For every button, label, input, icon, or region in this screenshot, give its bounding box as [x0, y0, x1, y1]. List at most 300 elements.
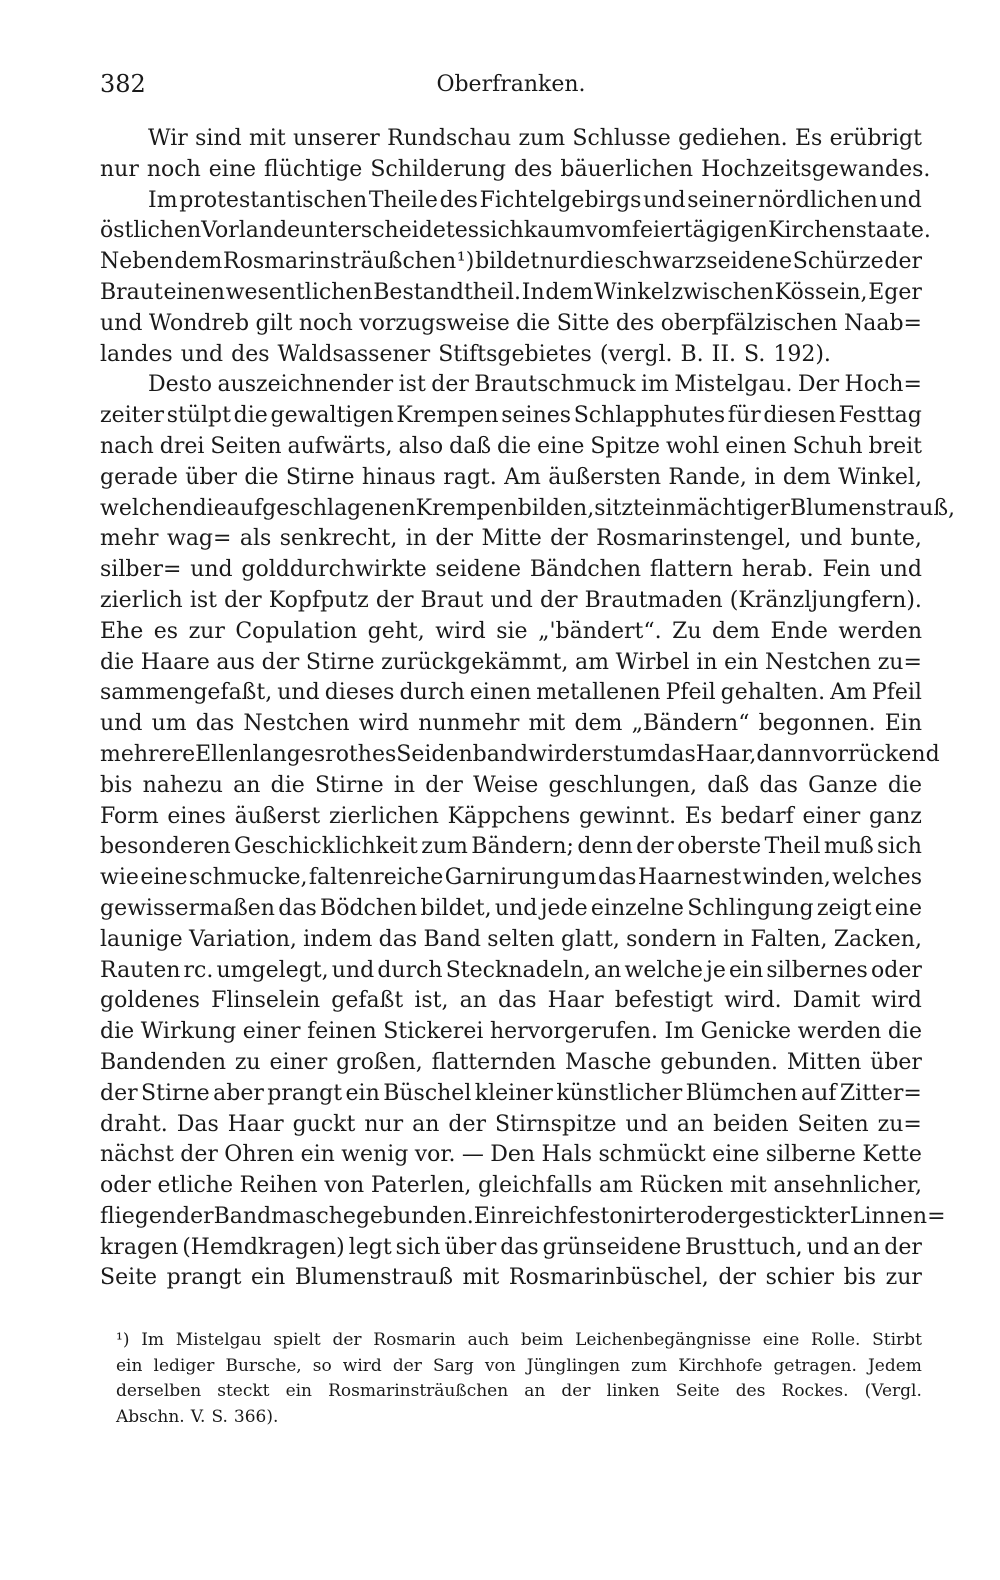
word: zur [188, 618, 225, 644]
word: ein [729, 957, 764, 983]
word: ein [724, 649, 759, 675]
word: der [375, 587, 414, 613]
text-line [100, 709, 922, 740]
word: einen [725, 433, 787, 459]
word: es [153, 618, 179, 644]
word: Geschicklichkeit [234, 834, 418, 860]
word: bis [100, 772, 133, 798]
word: Rolle. [811, 1330, 861, 1351]
word: flüchtige [264, 156, 363, 182]
text-line [100, 956, 922, 987]
word: Sitte [556, 310, 610, 336]
word: der [224, 587, 262, 613]
word: bedarf [720, 803, 794, 829]
word: an [524, 1381, 546, 1402]
word: über [185, 464, 237, 490]
text-line [100, 1202, 946, 1233]
word: Mistelgau [175, 1330, 262, 1351]
word: Linnen= [849, 1203, 946, 1229]
word: besonderen [100, 834, 231, 860]
word: oberste [677, 834, 762, 860]
word: Wir [148, 126, 188, 151]
word: ¹) [456, 249, 475, 275]
word: Rosmarinsträußchen [223, 249, 457, 275]
word: umgelegt, [216, 957, 329, 983]
word: Hoch= [844, 372, 922, 398]
word: Blümchen [685, 1080, 798, 1106]
word: sich [877, 834, 922, 860]
word: der [180, 1142, 218, 1168]
word: (Hemdkragen) [182, 1234, 345, 1260]
text-line [100, 524, 922, 555]
text-line [100, 186, 922, 217]
word: Stickerei [383, 1019, 484, 1045]
word: Käppchens [447, 803, 571, 829]
word: des [615, 310, 655, 336]
word: Wondreb [148, 310, 250, 336]
word: Der [797, 372, 840, 398]
word: mehrere [100, 741, 196, 767]
text-line [100, 1017, 922, 1048]
text-line [100, 1233, 922, 1264]
word: ansehnlicher, [773, 1173, 922, 1199]
word: S. [211, 1406, 228, 1427]
word: und [277, 680, 320, 706]
word: Stirnspitze [495, 1111, 617, 1137]
word: zu= [877, 649, 922, 675]
word: Festtag [838, 403, 922, 429]
word: V. [190, 1406, 206, 1427]
word: Stirne [141, 1080, 210, 1106]
word: Den [490, 1142, 536, 1168]
word: aber [213, 1080, 264, 1106]
word: zeigt [816, 895, 872, 921]
word: auch [467, 1330, 510, 1351]
word: denn [577, 834, 633, 860]
word: Am [830, 680, 867, 706]
word: der [425, 772, 463, 798]
text-line [100, 1140, 922, 1171]
word: an [459, 988, 487, 1014]
word: Stirne [285, 464, 355, 490]
word: Am [504, 464, 541, 490]
word: Pfeil [665, 680, 716, 706]
word: Braut [420, 587, 484, 613]
word: Rockes. [781, 1381, 849, 1402]
word: an [676, 1111, 705, 1137]
word: eine [208, 156, 257, 182]
word: kaum [523, 218, 586, 244]
word: einzelne [590, 895, 684, 921]
text-line [100, 463, 922, 494]
word: Falten, [750, 926, 828, 952]
word: Spitze [590, 433, 660, 459]
word: Bandenden [100, 1049, 226, 1075]
word: einen [469, 680, 532, 706]
word: Sarg [433, 1355, 474, 1376]
word: dem [574, 711, 623, 737]
word: Rauten [100, 957, 181, 983]
word: dem [174, 249, 223, 275]
word: getragen. [773, 1355, 857, 1376]
footnote-line [116, 1379, 922, 1405]
word: das [657, 741, 696, 767]
text-line [100, 124, 922, 155]
word: gleichfalls [478, 1173, 593, 1199]
word: „Bändern“ [631, 711, 750, 737]
word: und [879, 187, 922, 213]
footnote-line [116, 1405, 922, 1431]
word: guckt [292, 1111, 356, 1137]
word: und [190, 557, 233, 583]
word: und [490, 587, 533, 613]
word: Krempen [415, 495, 518, 521]
word: Rosmarinsträußchen [328, 1381, 509, 1402]
text-line [100, 925, 922, 956]
word: 192). [773, 341, 831, 367]
word: der [431, 372, 469, 398]
word: aus [216, 649, 255, 675]
word: der [448, 1111, 487, 1137]
word: Winkel [593, 279, 671, 305]
word: die [100, 1019, 135, 1045]
word: die [516, 310, 551, 336]
word: daß [707, 772, 750, 798]
footnote-marker: ¹) [116, 1330, 130, 1351]
word: Theile [368, 187, 438, 213]
word: Seiten [797, 1111, 869, 1137]
text-line [100, 648, 922, 679]
word: sich [395, 1234, 441, 1260]
word: die [100, 649, 135, 675]
word: ein [300, 1142, 335, 1168]
word: nur [364, 1111, 404, 1137]
word: Kirchenstaate. [767, 218, 931, 244]
word: seines [501, 403, 572, 429]
word: Haar [227, 1111, 284, 1137]
word: Blumenstrauß [294, 1265, 453, 1291]
word: S. [744, 341, 766, 367]
word: je [706, 957, 726, 983]
word: gebunden. [355, 1203, 474, 1229]
word: geschlungen, [548, 772, 698, 798]
word: Winkel, [838, 464, 922, 490]
word: befestigt [614, 988, 714, 1014]
word: daß [449, 433, 492, 459]
word: nächst [100, 1142, 174, 1168]
word: dann [756, 741, 812, 767]
word: Leichenbegängnisse [575, 1330, 752, 1351]
word: Braut [100, 279, 163, 305]
word: und [806, 1234, 850, 1260]
word: Rosmarin [373, 1330, 456, 1351]
word: Fein [822, 557, 871, 583]
word: Büschel [383, 1080, 472, 1106]
text-line [100, 1263, 922, 1294]
word: und [494, 895, 538, 921]
word: Schuh [792, 433, 863, 459]
word: Bändern; [471, 834, 574, 860]
word: bunte, [850, 526, 922, 552]
word: Seite [100, 1265, 157, 1291]
word: ganz [868, 803, 922, 829]
word: Schürze [792, 249, 884, 275]
word: Wirbel [615, 649, 690, 675]
word: wohl [665, 433, 720, 459]
word: um [561, 865, 597, 891]
word: der [261, 649, 300, 675]
word: Brusttuch, [685, 1234, 803, 1260]
word: langes [252, 741, 326, 767]
word: der [435, 526, 474, 552]
word: Schlusse [572, 126, 671, 151]
word: seiner [687, 187, 757, 213]
word: Schilderung [370, 156, 507, 182]
word: Bandmasche [213, 1203, 356, 1229]
word: in [722, 926, 745, 952]
word: in [754, 464, 776, 490]
word: Form [100, 803, 159, 829]
word: linken [606, 1381, 660, 1402]
word: schier [765, 1265, 834, 1291]
text-line [100, 555, 922, 586]
text-line [100, 340, 922, 371]
word: Schlapphutes [573, 403, 726, 429]
word: Eger [868, 279, 922, 305]
word: herab. [741, 557, 814, 583]
word: Krempen [396, 403, 499, 429]
word: das [195, 711, 235, 737]
word: der [561, 1381, 591, 1402]
word: bäuerlichen [560, 156, 694, 182]
word: Stiftsgebietes [438, 341, 592, 367]
word: die [887, 1019, 922, 1045]
word: stülpt [166, 403, 231, 429]
text-line [100, 278, 922, 309]
word: gestickter [737, 1203, 850, 1229]
text-line [100, 494, 956, 525]
word: Stirne [314, 772, 384, 798]
word: des [735, 1381, 766, 1402]
word: gewaltigen [270, 403, 394, 429]
word: Zacken, [833, 926, 922, 952]
word: silberne [765, 1142, 856, 1168]
word: senkrecht, [279, 526, 398, 552]
word: festonirter [568, 1203, 687, 1229]
word: in [405, 526, 428, 552]
word: zum [518, 126, 566, 151]
word: vom [585, 218, 632, 244]
word: feinen [307, 1019, 377, 1045]
word: jede [540, 895, 588, 921]
word: zum [421, 834, 468, 860]
word: die [270, 772, 305, 798]
word: äußersten [548, 464, 662, 490]
word: Haar [547, 988, 604, 1014]
word: aufwärts, [287, 433, 393, 459]
word: Variation, [188, 926, 297, 952]
word: im [641, 372, 669, 398]
word: „'bändert“. [538, 618, 662, 644]
word: Haare [140, 649, 210, 675]
word: das [500, 1234, 539, 1260]
word: — [461, 1142, 484, 1168]
word: von [324, 1173, 365, 1199]
word: indem [303, 926, 373, 952]
word: Ganze [808, 772, 878, 798]
word: landes [100, 341, 173, 367]
word: sind [195, 126, 242, 151]
word: gerade [100, 464, 178, 490]
word: auszeichnender [217, 372, 394, 398]
word: und [625, 1111, 668, 1137]
word: sie [496, 618, 528, 644]
word: die [244, 464, 279, 490]
word: gediehen. [678, 126, 788, 151]
word: noch [146, 156, 201, 182]
word: einer [802, 803, 861, 829]
word: zur [885, 1265, 922, 1291]
word: bildet [475, 249, 540, 275]
word: wird [435, 618, 486, 644]
word: Bändchen [529, 557, 642, 583]
word: Wirkung [140, 1019, 237, 1045]
word: lediger [153, 1355, 215, 1376]
running-head: Oberfranken. [436, 72, 586, 97]
word: derselben [116, 1381, 202, 1402]
word: das [759, 772, 798, 798]
word: bildet, [420, 895, 492, 921]
text-line [100, 401, 922, 432]
word: des [514, 156, 553, 182]
word: der [884, 1234, 922, 1260]
word: Stecknadeln, [445, 957, 591, 983]
word: sondern [626, 926, 717, 952]
word: nur [100, 156, 139, 182]
word: das [378, 926, 418, 952]
word: gilt [255, 310, 293, 336]
word: mächtiger [676, 495, 790, 521]
word: goldenes [100, 988, 200, 1014]
word: eine [537, 433, 585, 459]
word: glatt, [560, 926, 620, 952]
text-line [100, 1048, 922, 1079]
page-header [100, 70, 922, 110]
word: sich [479, 218, 524, 244]
word: für [727, 403, 761, 429]
text-line [100, 1079, 922, 1110]
word: erst [578, 741, 623, 767]
word: um [622, 741, 658, 767]
word: Rosmarinbüschel, [508, 1265, 709, 1291]
word: gefaßt [331, 988, 404, 1014]
word: von [484, 1355, 516, 1376]
word: und [331, 957, 375, 983]
word: Im [141, 1330, 165, 1351]
word: wird [528, 741, 579, 767]
word: Rücken [639, 1173, 724, 1199]
word: Nestchen [764, 649, 872, 675]
word: Theil [764, 834, 821, 860]
word: Im [148, 187, 178, 213]
word: (Vergl. [864, 1381, 922, 1402]
word: Band [423, 926, 481, 952]
word: bilden, [517, 495, 595, 521]
text-line [100, 370, 922, 401]
word: eine [874, 895, 922, 921]
word: nahezu [142, 772, 223, 798]
word: Pfeil [871, 680, 922, 706]
word: an [594, 957, 622, 983]
word: Das [176, 1111, 219, 1137]
word: vorzugsweise [359, 310, 510, 336]
word: werden [838, 618, 922, 644]
word: Kirchhofe [678, 1355, 763, 1376]
word: die [497, 433, 532, 459]
word: wird [342, 1355, 382, 1376]
word: diesen [763, 403, 836, 429]
word: welchen [100, 495, 193, 521]
word: das [498, 988, 537, 1014]
word: mit [462, 1265, 500, 1291]
word: Jünglingen [526, 1355, 621, 1376]
word: oder [871, 957, 922, 983]
word: zierlich [100, 587, 183, 613]
word: Waldsassener [277, 341, 431, 367]
word: also [398, 433, 444, 459]
word: ein [285, 1381, 313, 1402]
word: dem [545, 279, 594, 305]
word: und [100, 310, 143, 336]
word: so [312, 1355, 332, 1376]
word: eine [712, 1142, 760, 1168]
word: östlichen [100, 218, 202, 244]
word: auf [801, 1080, 837, 1106]
word: ragt. [443, 464, 497, 490]
word: Reihen [239, 1173, 318, 1199]
word: nunmehr [418, 711, 520, 737]
word: nördlichen [758, 187, 878, 213]
word: Im [664, 1019, 695, 1045]
word: Ohren [224, 1142, 295, 1168]
word: schwarzseidene [614, 249, 792, 275]
word: geht, [367, 618, 425, 644]
word: großen, [336, 1049, 423, 1075]
word: Seiten [210, 433, 282, 459]
word: mehr [100, 526, 159, 552]
word: II. [711, 341, 737, 367]
text-line [100, 678, 922, 709]
word: spielt [273, 1330, 321, 1351]
word: 366). [233, 1406, 279, 1427]
word: und [180, 341, 224, 367]
word: vor. [414, 1142, 456, 1168]
word: der [884, 249, 922, 275]
word: silbernes [766, 957, 868, 983]
word: an [233, 772, 261, 798]
word: ist [398, 372, 426, 398]
word: rothes [325, 741, 397, 767]
word: nach [100, 433, 154, 459]
word: Kössein, [774, 279, 868, 305]
word: Seite [675, 1381, 720, 1402]
word: zu= [877, 1111, 922, 1137]
word: Rosmarinstengel, [596, 526, 792, 552]
word: selten [487, 926, 555, 952]
word: gebunden. [660, 1049, 779, 1075]
word: zierlichen [328, 803, 439, 829]
word: dem [782, 464, 831, 490]
